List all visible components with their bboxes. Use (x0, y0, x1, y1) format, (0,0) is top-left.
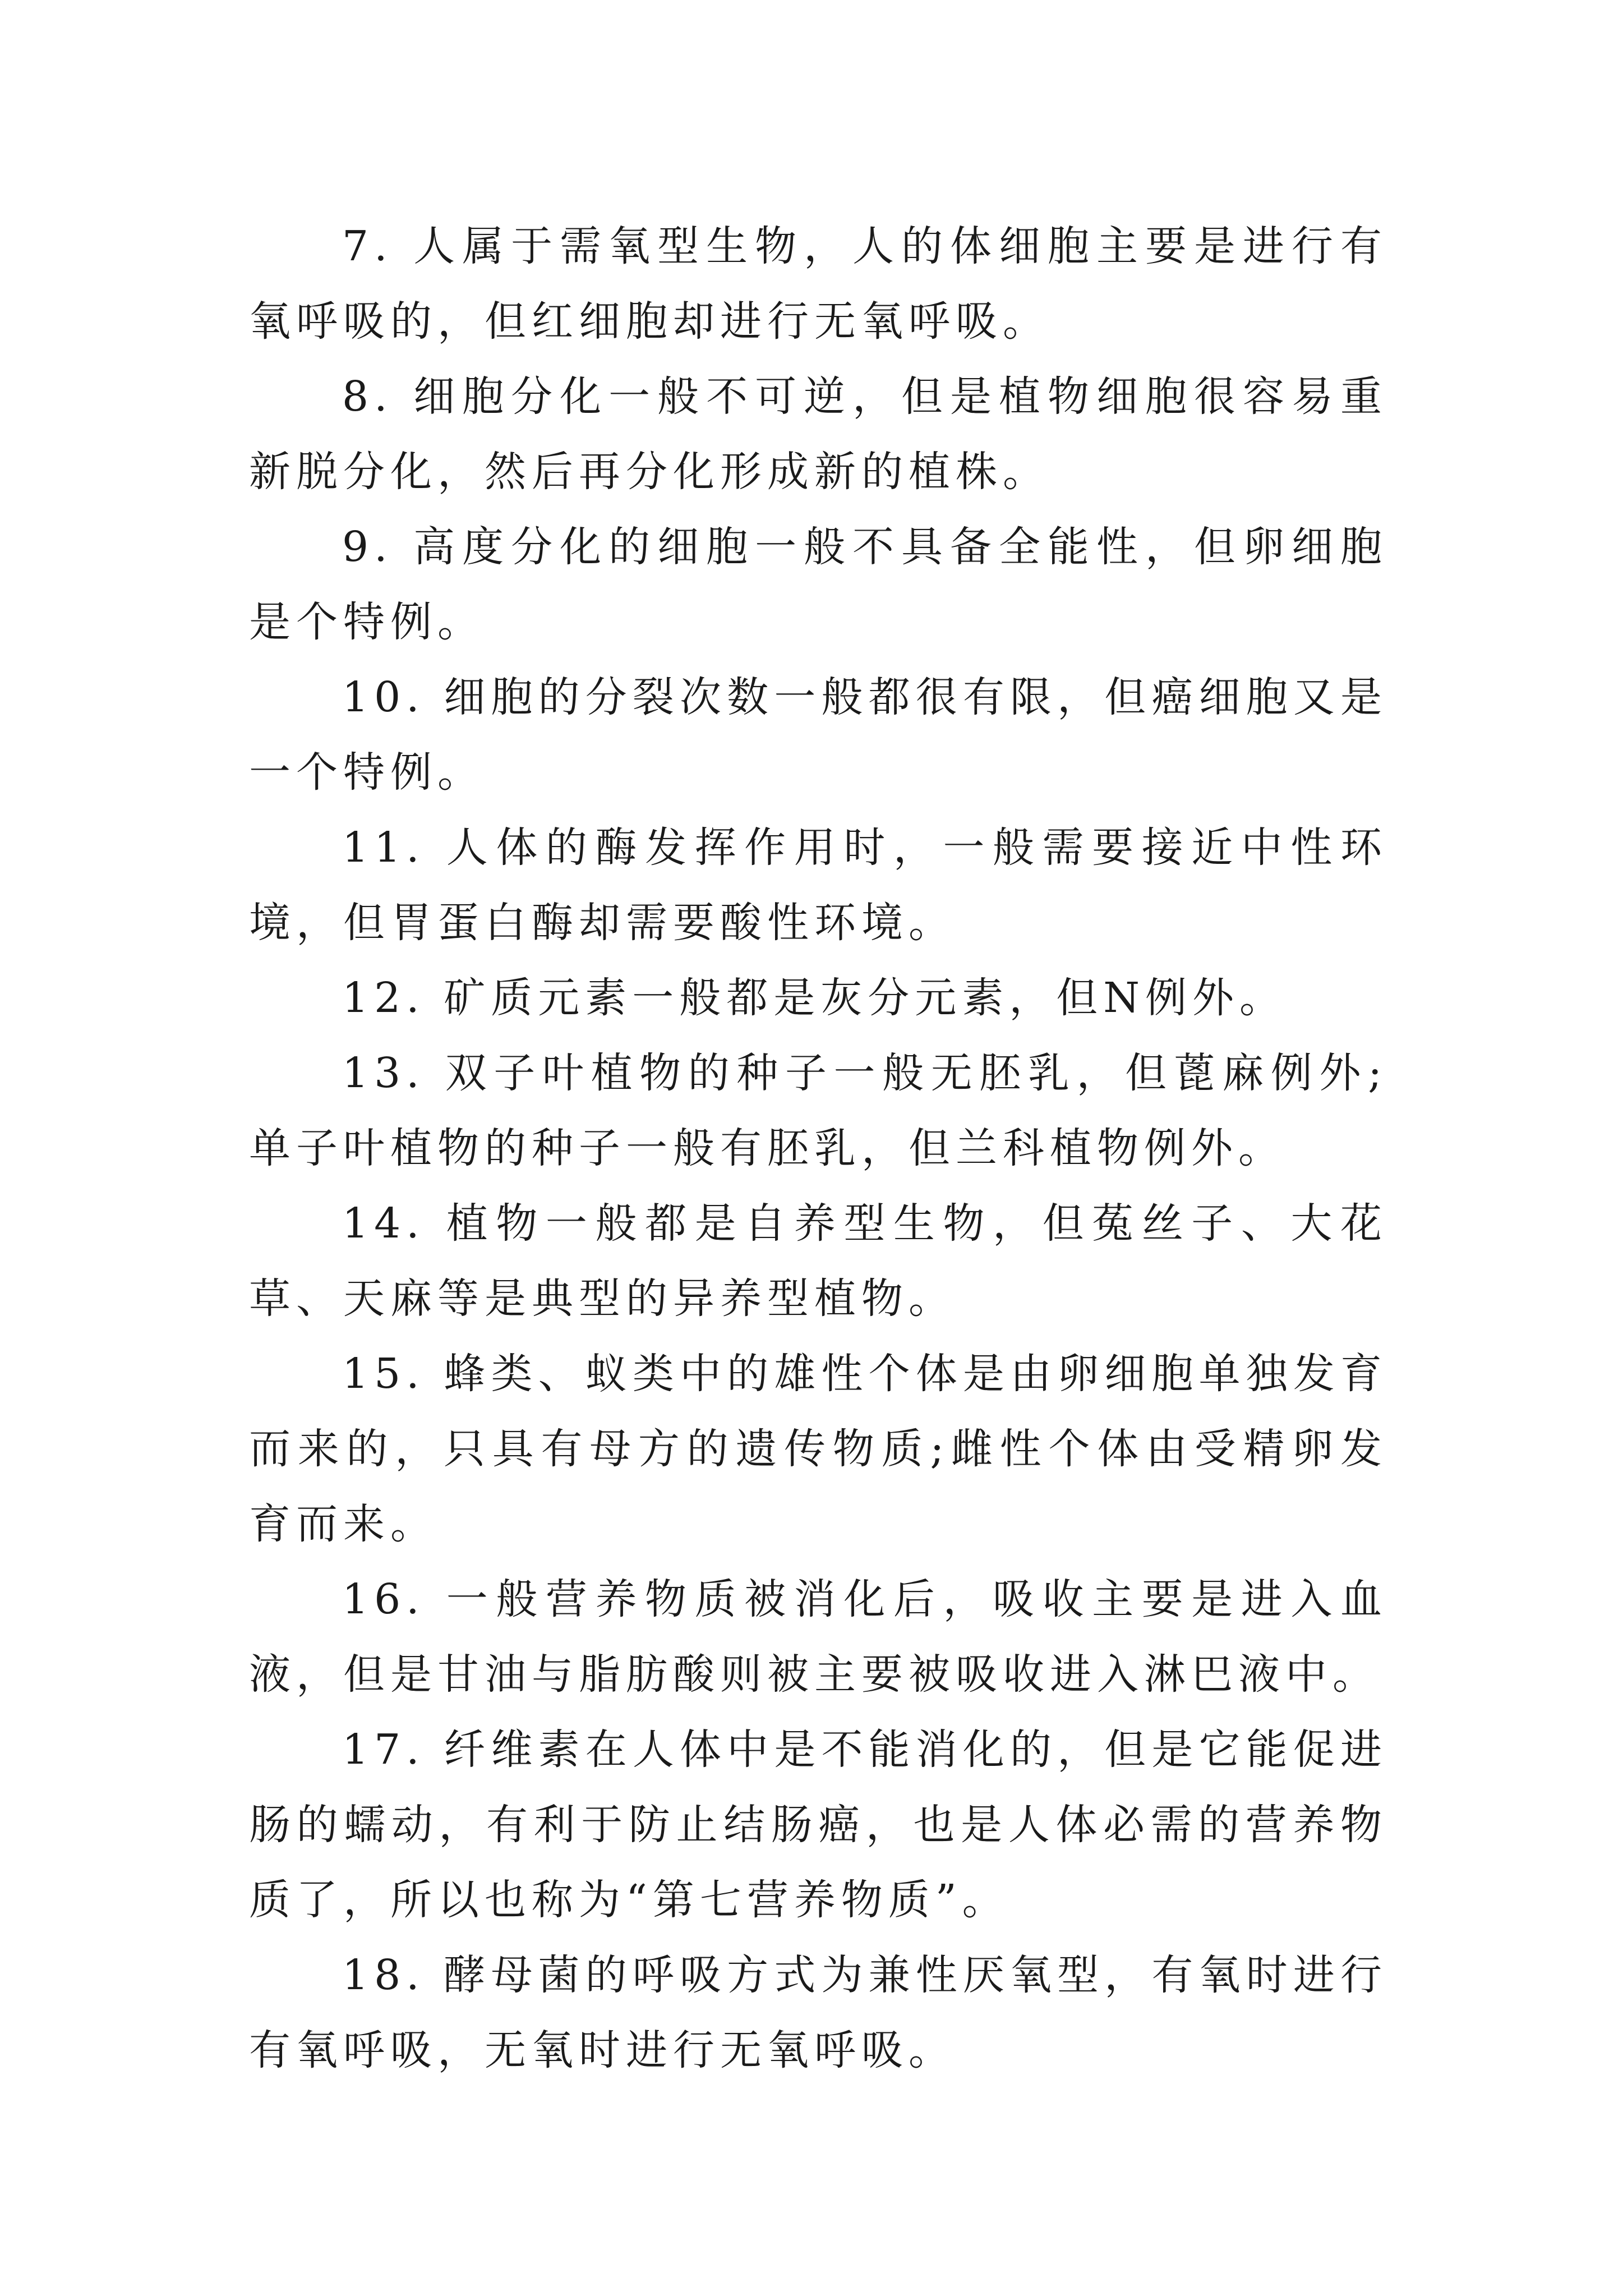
document-body (249, 209, 1387, 2088)
paragraph-item-9: 9. 高度分化的细胞一般不具备全能性，但卵细胞是个特例。 (249, 523, 1387, 646)
paragraph-item-15: 15. 蜂类、蚁类中的雄性个体是由卵细胞单独发育而来的，只具有母方的遗传物质;雌性个体由受精卵发育而来。 (249, 1350, 1387, 1548)
paragraph-item-17: 17. 纤维素在人体中是不能消化的，但是它能促进肠的蠕动，有利于防止结肠癌，也是人体必需的营养物质了，所以也称为“第七营养物质”。 (249, 1726, 1387, 1924)
paragraph-item-18: 18. 酵母菌的呼吸方式为兼性厌氧型，有氧时进行有氧呼吸，无氧时进行无氧呼吸。 (249, 1951, 1387, 2074)
paragraph-item-10: 10. 细胞的分裂次数一般都很有限，但癌细胞又是一个特例。 (249, 673, 1387, 797)
paragraph-item-14: 14. 植物一般都是自养型生物，但菟丝子、大花草、天麻等是典型的异养型植物。 (249, 1199, 1387, 1323)
paragraph-item-7: 7. 人属于需氧型生物，人的体细胞主要是进行有氧呼吸的，但红细胞却进行无氧呼吸。 (249, 222, 1387, 346)
paragraph-item-11: 11. 人体的酶发挥作用时，一般需要接近中性环境，但胃蛋白酶却需要酸性环境。 (249, 823, 1387, 947)
paragraph-item-16: 16. 一般营养物质被消化后，吸收主要是进入血液，但是甘油与脂肪酸则被主要被吸收进入淋巴液中。 (249, 1575, 1387, 1699)
paragraph-item-12: 12. 矿质元素一般都是灰分元素，但N例外。 (342, 974, 1287, 1022)
paragraph-item-8: 8. 细胞分化一般不可逆，但是植物细胞很容易重新脱分化，然后再分化形成新的植株。 (249, 372, 1387, 496)
paragraph-item-13: 13. 双子叶植物的种子一般无胚乳，但蓖麻例外;单子叶植物的种子一般有胚乳，但兰科植物例外。 (249, 1049, 1387, 1172)
